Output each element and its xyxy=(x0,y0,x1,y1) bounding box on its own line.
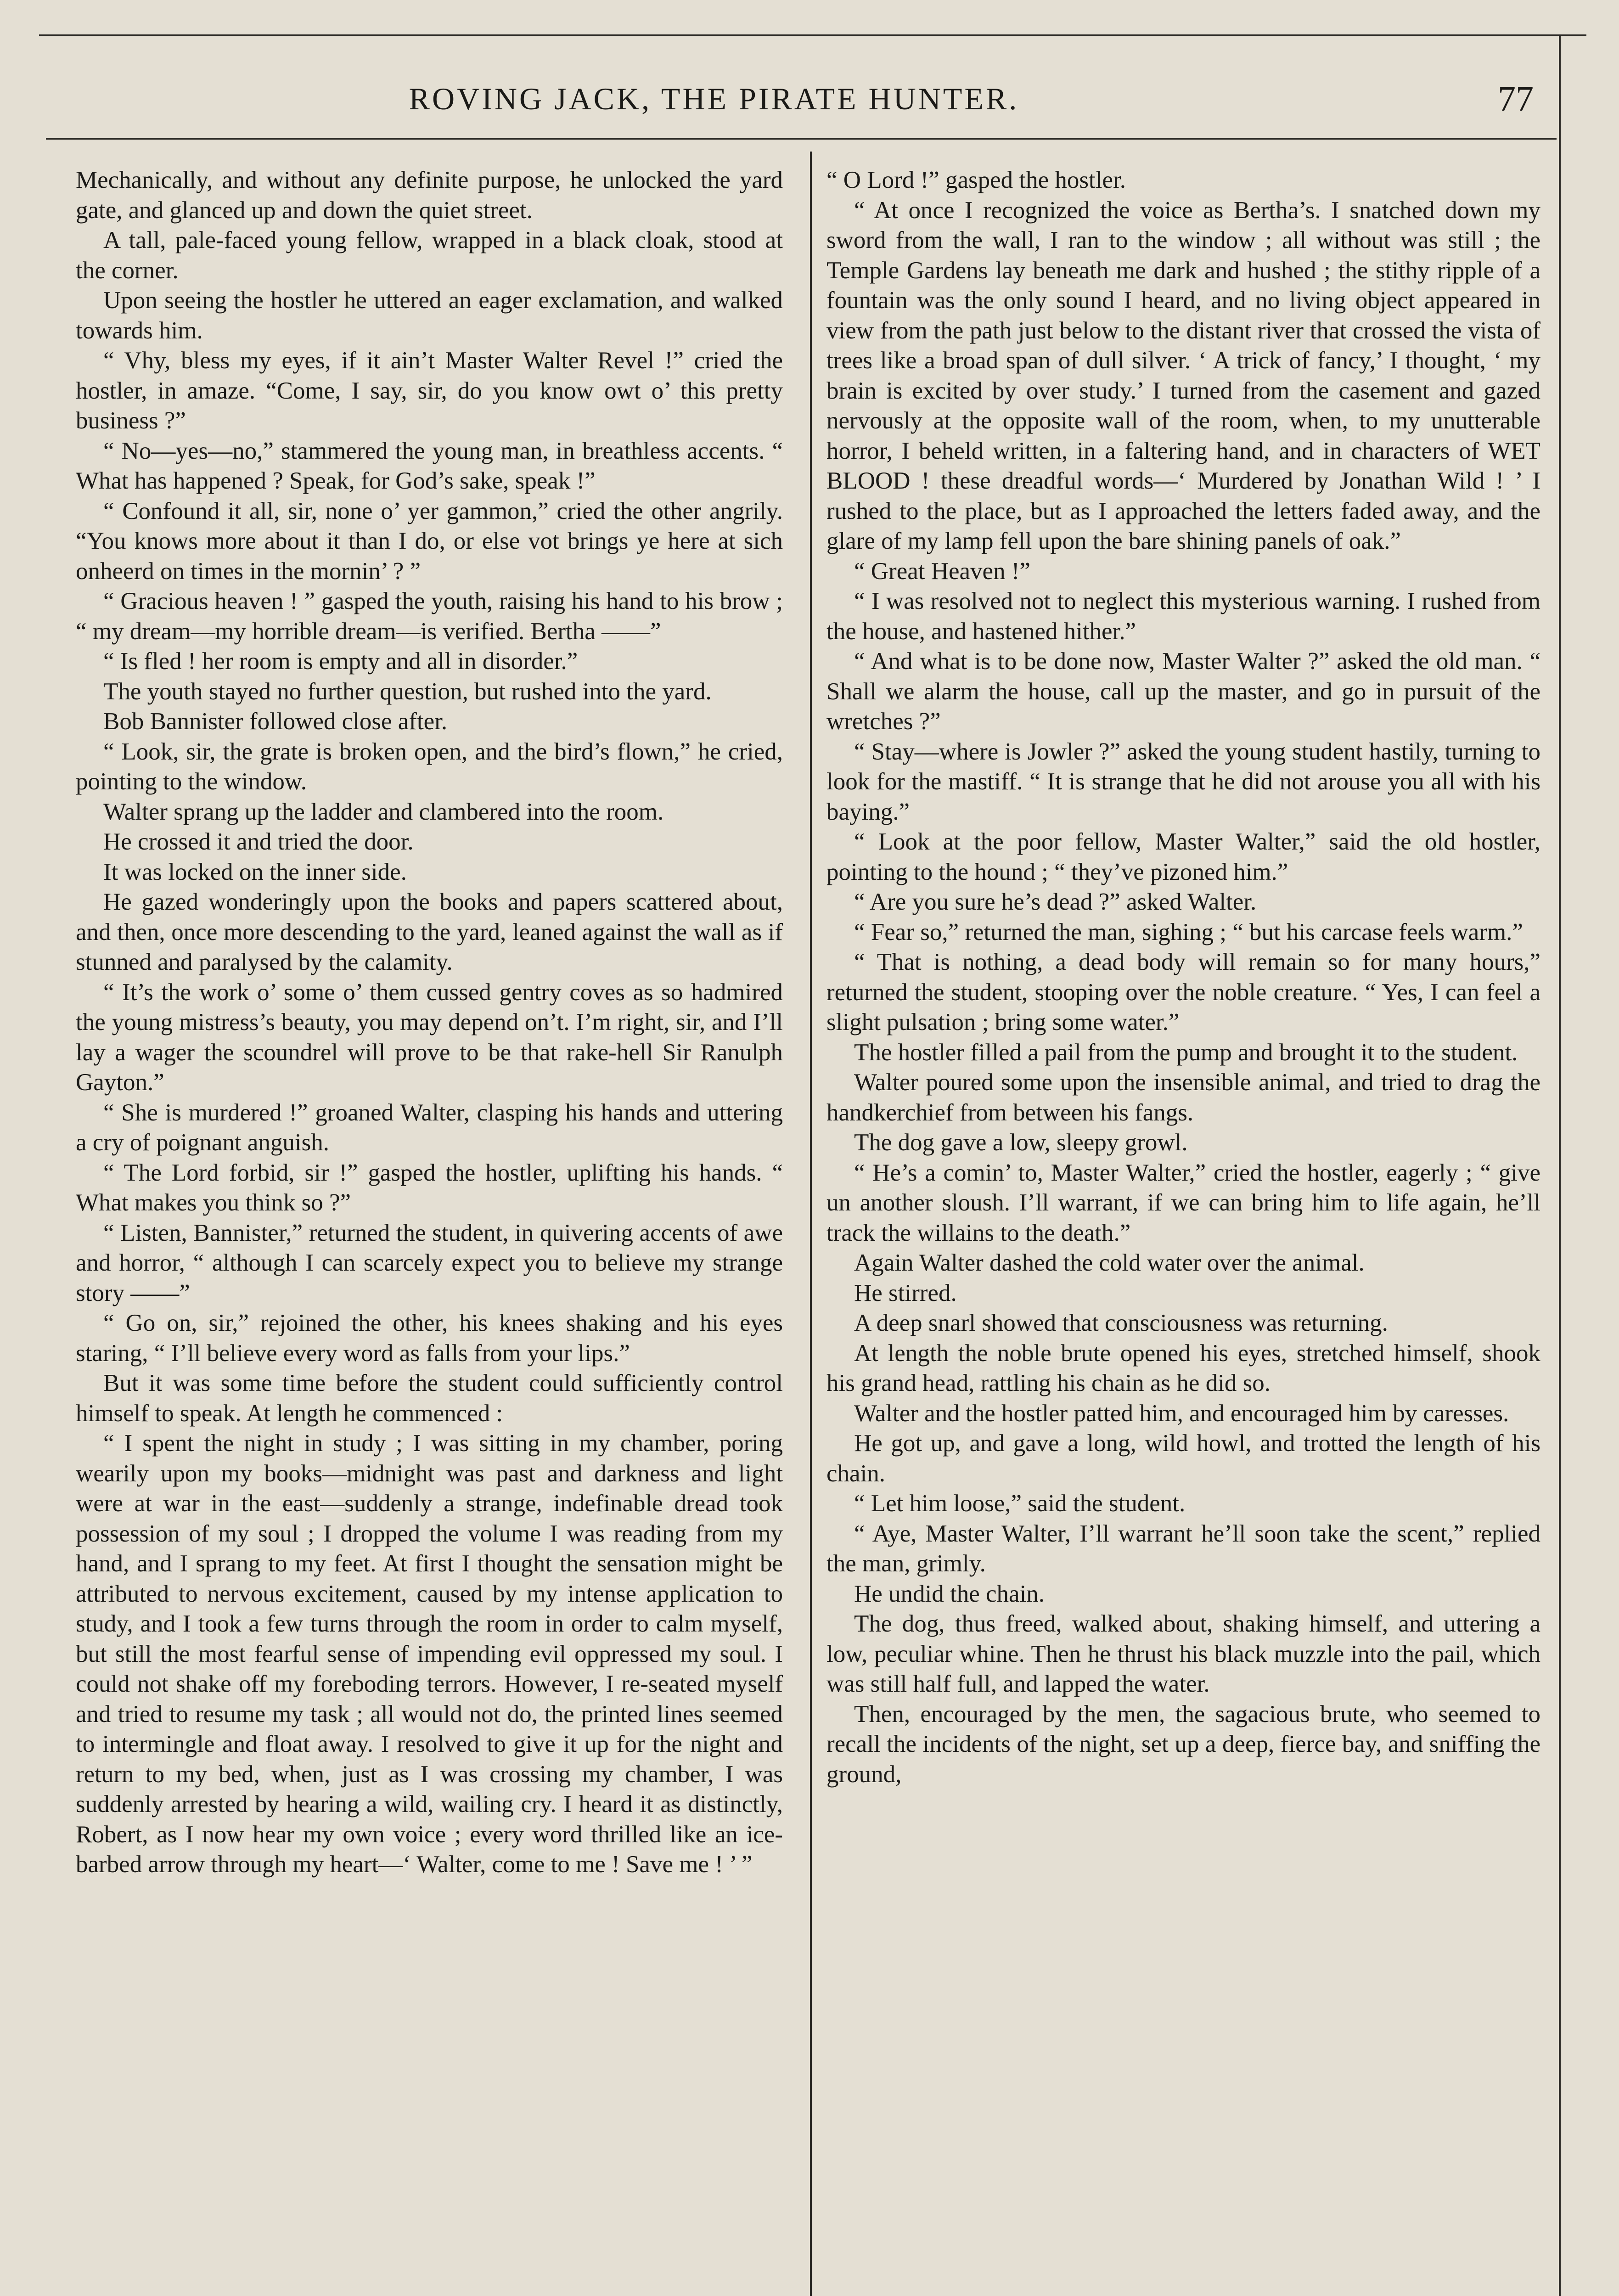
right-paragraph-16: He stirred. xyxy=(854,1279,957,1306)
right-paragraph-1: “ O Lord !” gasped the hostler. xyxy=(826,167,1126,193)
left-paragraph-10: Bob Bannister followed close after. xyxy=(103,708,448,735)
right-paragraph-6: “ Stay—where is Jowler ?” asked the young student hastily, turning to look for the mastiff. “ It is strange that he did not arouse you all with his baying.” xyxy=(826,738,1540,825)
left-text-column xyxy=(76,165,783,2296)
left-paragraph-18: “ The Lord forbid, sir !” gasped the hostler, uplifting his hands. “ What makes you think so ?” xyxy=(76,1159,783,1216)
right-paragraph-23: He undid the chain. xyxy=(854,1580,1045,1607)
right-paragraph-11: The hostler filled a pail from the pump and brought it to the student. xyxy=(854,1039,1518,1066)
page-frame-right-rule xyxy=(1559,34,1561,2296)
right-paragraph-14: “ He’s a comin’ to, Master Walter,” cried the hostler, eagerly ; “ give un another sloush. I’ll warrant, if we can bring him to life again, he’ll track the willains to the death.” xyxy=(826,1159,1540,1246)
page-frame-top-rule xyxy=(39,34,1586,36)
left-paragraph-16: “ It’s the work o’ some o’ them cussed gentry coves as so hadmired the young mistress’s beauty, you may depend on’t. I’m right, sir, and I’ll lay a wager the scoundrel will prove to be that rake-hell Sir Ranulph Gayton.” xyxy=(76,979,783,1096)
left-paragraph-1: Mechanically, and without any definite purpose, he unlocked the yard gate, and glanced up and down the quiet street. xyxy=(76,167,783,224)
right-paragraph-4: “ I was resolved not to neglect this mysterious warning. I rushed from the house, and hastened hither.” xyxy=(826,588,1540,645)
right-paragraph-18: At length the noble brute opened his eyes, stretched himself, shook his grand head, rattling his chain as he did so. xyxy=(826,1339,1540,1396)
page-number: 77 xyxy=(1498,79,1534,118)
left-paragraph-12: Walter sprang up the ladder and clambered into the room. xyxy=(103,798,664,825)
right-paragraph-25: Then, encouraged by the men, the sagacious brute, who seemed to recall the incidents of the night, set up a deep, fierce bay, and sniffing the ground, xyxy=(826,1700,1540,1788)
right-paragraph-17: A deep snarl showed that consciousness was returning. xyxy=(854,1310,1388,1336)
right-paragraph-13: The dog gave a low, sleepy growl. xyxy=(854,1129,1188,1156)
left-paragraph-13: He crossed it and tried the door. xyxy=(103,828,414,855)
left-paragraph-17: “ She is murdered !” groaned Walter, clasping his hands and uttering a cry of poignant anguish. xyxy=(76,1099,783,1156)
right-paragraph-12: Walter poured some upon the insensible animal, and tried to drag the handkerchief from between his fangs. xyxy=(826,1069,1540,1126)
left-paragraph-4: “ Vhy, bless my eyes, if it ain’t Master Walter Revel !” cried the hostler, in amaze. “Come, I say, sir, do you know owt o’ this pretty business ?” xyxy=(76,347,783,434)
left-paragraph-19: “ Listen, Bannister,” returned the student, in quivering accents of awe and horror, “ although I can scarcely expect you to believe my strange story ——” xyxy=(76,1219,783,1306)
right-paragraph-2: “ At once I recognized the voice as Bertha’s. I snatched down my sword from the wall, I ran to the window ; all without was still ; the Temple Gardens lay beneath me dark and hushed ; the stithy ripple of a fountain was the only sound I heard, and no living object appeared in view from the path just below to the distant river that crossed the vista of trees like a broad span of dull silver. ‘ A trick of fancy,’ I thought, ‘ my brain is excited by over study.’ I turned from the casement and gazed nervously at the opposite wall of the room, when, to my unutterable horror, I beheld written, in a faltering hand, and in characters of WET BLOOD ! these dreadful words—‘ Murdered by Jonathan Wild ! ’ I rushed to the place, but as I approached the letters faded away, and the glare of my lamp fell upon the bare shining panels of oak.” xyxy=(826,197,1540,554)
right-paragraph-15: Again Walter dashed the cold water over the animal. xyxy=(854,1249,1365,1276)
right-paragraph-10: “ That is nothing, a dead body will remain so for many hours,” returned the student, stooping over the noble creature. “ Yes, I can feel a slight pulsation ; bring some water.” xyxy=(826,949,1540,1035)
right-paragraph-5: “ And what is to be done now, Master Walter ?” asked the old man. “ Shall we alarm the house, call up the master, and go in pursuit of the wretches ?” xyxy=(826,648,1540,735)
right-paragraph-24: The dog, thus freed, walked about, shaking himself, and uttering a low, peculiar whine. Then he thrust his black muzzle into the pail, which was still half full, and lapped the water. xyxy=(826,1610,1540,1697)
left-paragraph-21: But it was some time before the student could sufficiently control himself to speak. At length he commenced : xyxy=(76,1370,783,1427)
right-paragraph-7: “ Look at the poor fellow, Master Walter,” said the old hostler, pointing to the hound ; “ they’ve pizoned him.” xyxy=(826,828,1540,885)
left-paragraph-6: “ Confound it all, sir, none o’ yer gammon,” cried the other angrily. “You knows more about it than I do, or else vot brings ye here at sich onheerd on times in the mornin’ ? ” xyxy=(76,497,783,585)
left-paragraph-2: A tall, pale-faced young fellow, wrapped in a black cloak, stood at the corner. xyxy=(76,227,783,284)
left-paragraph-3: Upon seeing the hostler he uttered an eager exclamation, and walked towards him. xyxy=(76,287,783,344)
right-paragraph-22: “ Aye, Master Walter, I’ll warrant he’ll soon take the scent,” replied the man, grimly. xyxy=(826,1520,1540,1577)
left-paragraph-9: The youth stayed no further question, but rushed into the yard. xyxy=(103,678,712,705)
right-paragraph-20: He got up, and gave a long, wild howl, and trotted the length of his chain. xyxy=(826,1430,1540,1487)
left-paragraph-11: “ Look, sir, the grate is broken open, and the bird’s flown,” he cried, pointing to the window. xyxy=(76,738,783,795)
page-header xyxy=(46,76,1557,122)
running-title: ROVING JACK, THE PIRATE HUNTER. xyxy=(409,81,1019,116)
left-paragraph-15: He gazed wonderingly upon the books and papers scattered about, and then, once more descending to the yard, leaned against the wall as if stunned and paralysed by the calamity. xyxy=(76,889,783,975)
left-paragraph-8: “ Is fled ! her room is empty and all in disorder.” xyxy=(103,648,578,675)
header-rule xyxy=(46,138,1557,140)
right-paragraph-19: Walter and the hostler patted him, and encouraged him by caresses. xyxy=(854,1400,1509,1427)
left-paragraph-7: “ Gracious heaven ! ” gasped the youth, raising his hand to his brow ; “ my dream—my horrible dream—is verified. Bertha ——” xyxy=(76,588,783,645)
right-paragraph-8: “ Are you sure he’s dead ?” asked Walter. xyxy=(854,889,1257,915)
right-paragraph-21: “ Let him loose,” said the student. xyxy=(854,1490,1186,1517)
left-paragraph-14: It was locked on the inner side. xyxy=(103,858,407,885)
right-paragraph-3: “ Great Heaven !” xyxy=(854,557,1030,585)
left-paragraph-22: “ I spent the night in study ; I was sitting in my chamber, poring wearily upon my books—midnight was past and darkness and light were at war in the east—suddenly a strange, indefinable dread took possession of my soul ; I dropped the volume I was reading from my hand, and I sprang to my feet. At first I thought the sensation might be attributed to nervous excitement, caused by my intense application to study, and I took a few turns through the room in order to calm myself, but still the most fearful sense of impending evil oppressed my soul. I could not shake off my foreboding terrors. However, I re-seated myself and tried to resume my task ; all would not do, the printed lines seemed to intermingle and float away. I resolved to give it up for the night and return to my bed, when, just as I was crossing my chamber, I was suddenly arrested by hearing a wild, wailing cry. I heard it as distinctly, Robert, as I now hear my own voice ; every word thrilled like an ice-barbed arrow through my heart—‘ Walter, come to me ! Save me ! ’ ” xyxy=(76,1430,783,1878)
left-paragraph-20: “ Go on, sir,” rejoined the other, his knees shaking and his eyes staring, “ I’ll believe every word as falls from your lips.” xyxy=(76,1310,783,1367)
right-paragraph-9: “ Fear so,” returned the man, sighing ; “ but his carcase feels warm.” xyxy=(854,918,1523,945)
right-text-column xyxy=(826,165,1540,2296)
left-paragraph-5: “ No—yes—no,” stammered the young man, in breathless accents. “ What has happened ? Speak, for God’s sake, speak !” xyxy=(76,437,783,494)
column-divider xyxy=(810,152,812,2296)
